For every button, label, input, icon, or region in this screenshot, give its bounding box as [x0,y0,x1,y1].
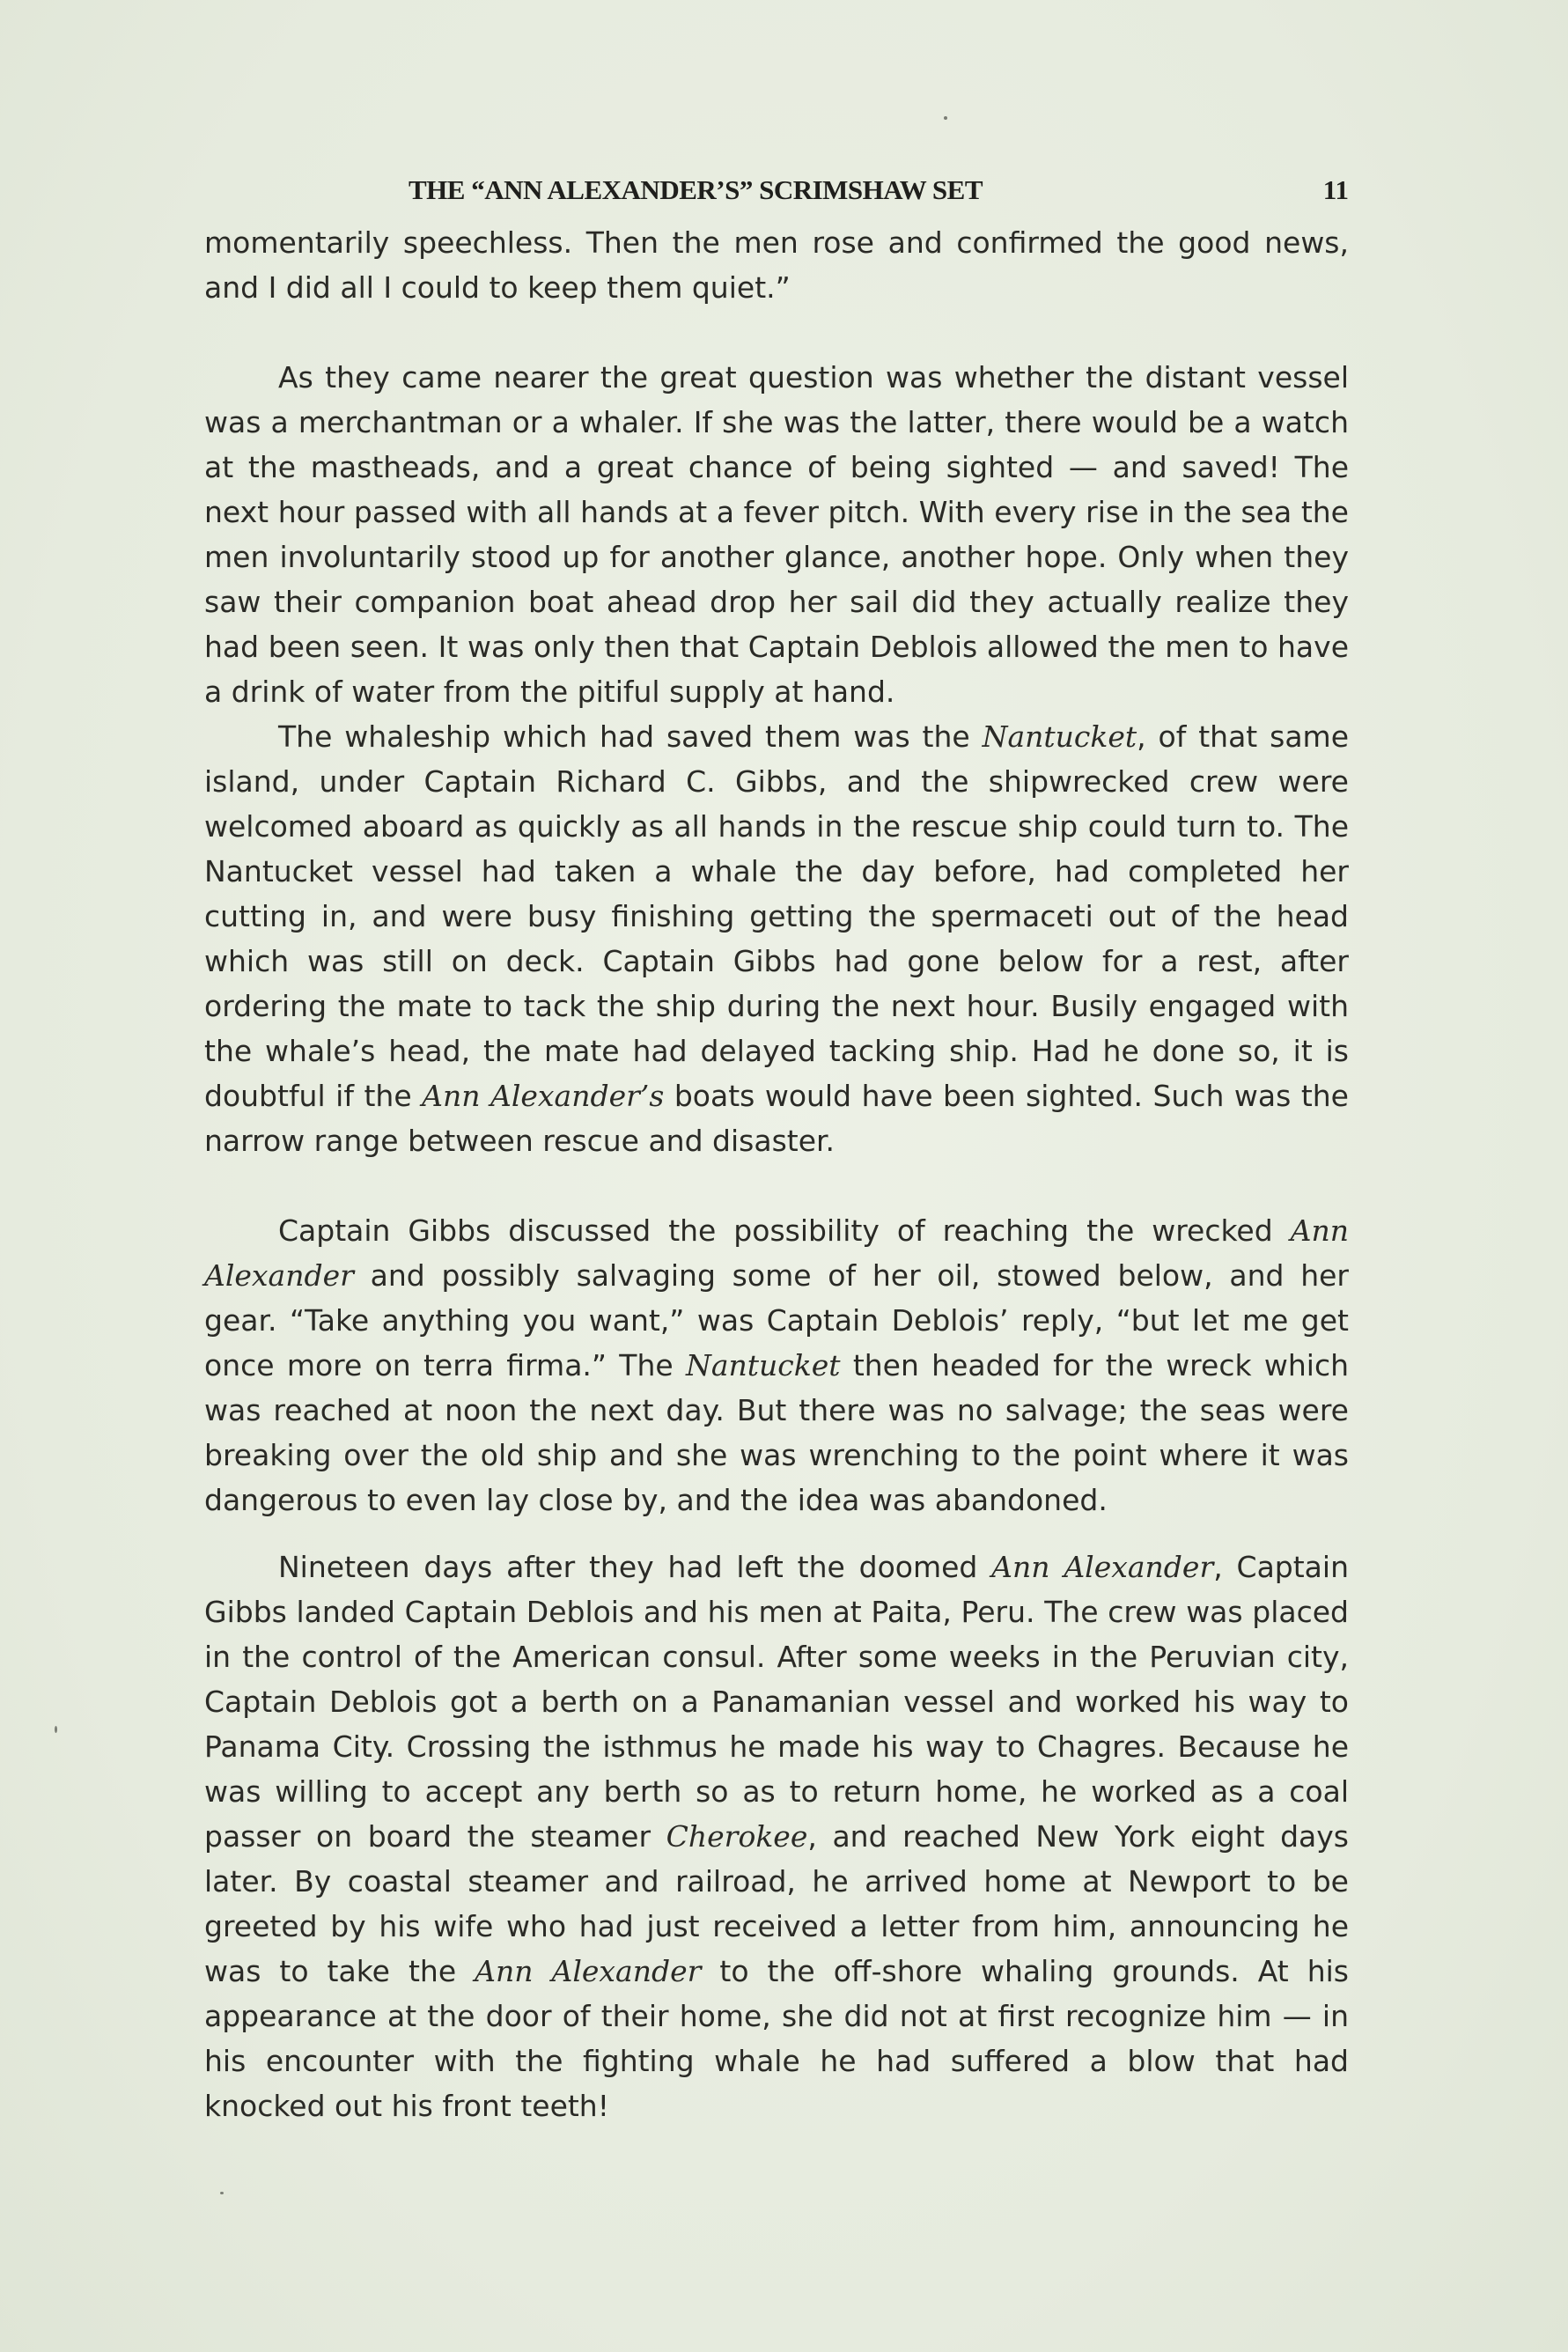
page-number: 11 [1322,174,1349,205]
ship-name: Nantucket [685,1348,841,1382]
text-run: to the off-shore whaling grounds. At his appearance at the door of their home, she did not at first recognize him — in his encounter with the fighting whale he had suffered a blow that had knocked out his front teeth! [204,1954,1349,2123]
paragraph-1 [204,220,1349,310]
text-run: , of that same island, under Captain Richard C. Gibbs, and the shipwrecked crew were welcomed aboard as quickly as all hands in the rescue ship could turn to. The Nantucket vessel had taken a whale the day before, had completed her cutting in, and were busy finishing getting the spermaceti out of the head which was still on deck. Captain Gibbs had gone below for a rest, after ordering the mate to tack the ship during the next hour. Busily engaged with the whale’s head, the mate had delayed tacking ship. Had he done so, it is doubtful if the [204,719,1349,1113]
paper-speck [944,116,947,120]
text-run: , and reached New York eight days later. By coastal steamer and railroad, he arrived home at Newport to be greeted by his wife who had just received a letter from him, announcing he was to take the [204,1819,1349,1988]
ship-name: Ann Alexander [475,1954,702,1988]
text-run: boats would have been sighted. Such was the narrow range between rescue and disaster. [204,1079,1349,1158]
ship-name: Ann Alexander [991,1550,1214,1584]
text-run: The whaleship which had saved them was the [278,719,983,754]
paragraph-5 [204,1545,1349,2128]
text-run: then headed for the wreck which was reached at noon the next day. But there was no salvage; the seas were breaking over the old ship and she was wrenching to the point where it was dangerous to even lay close by, and the idea was abandoned. [204,1348,1349,1517]
paragraph-3 [204,714,1349,1163]
ship-name: Ann Alexander [204,1213,1349,1293]
text-run: As they came nearer the great question was whether the distant vessel was a merchantman or a whaler. If she was the latter, there would be a watch at the mastheads, and a great chance of being sighted — and saved! The next hour passed with all hands at a fever pitch. With every rise in the sea the men involuntarily stood up for another glance, another hope. Only when they saw their companion boat ahead drop her sail did they actually realize they had been seen. It was only then that Captain Deblois allowed the men to have a drink of water from the pitiful supply at hand. [204,360,1349,709]
ship-name: Ann Alexander’s [422,1079,665,1113]
page-header [204,174,1349,218]
text-run: momentarily speechless. Then the men rose and confirmed the good news, and I did all I could to keep them quiet.” [204,225,1349,305]
ship-name: Nantucket [982,719,1137,754]
running-head: THE “ANN ALEXANDER’S” SCRIMSHAW SET [409,174,983,205]
text-run: Captain Gibbs discussed the possibility of reaching the wrecked [278,1213,1291,1248]
text-run: Nineteen days after they had left the doomed [278,1550,992,1584]
paragraph-4 [204,1208,1349,1523]
ship-name: Cherokee [666,1819,808,1854]
body-text [204,220,1349,2128]
paper-speck [220,2192,224,2194]
paper-speck [55,1726,57,1733]
paragraph-2 [204,355,1349,714]
text-run: and possibly salvaging some of her oil, stowed below, and her gear. “Take anything you want,” was Captain Deblois’ reply, “but let me get once more on terra firma.” The [204,1258,1349,1382]
text-run: , Captain Gibbs landed Captain Deblois and his men at Paita, Peru. The crew was placed in the control of the American consul. After some weeks in the Peruvian city, Captain Deblois got a berth on a Panamanian vessel and worked his way to Panama City. Crossing the isthmus he made his way to Chagres. Because he was willing to accept any berth so as to return home, he worked as a coal passer on board the steamer [204,1550,1349,1854]
